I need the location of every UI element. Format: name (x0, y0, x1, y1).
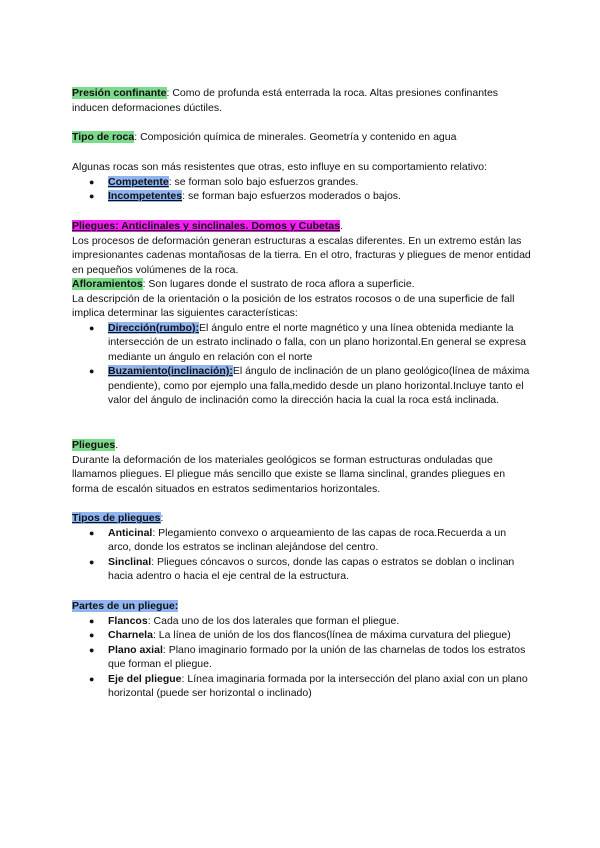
pliegues-anticlinales-heading-line (72, 219, 532, 234)
presion-term: Presión confinante (72, 87, 167, 99)
presion-text: : Como de profunda está enterrada la roca. Altas presiones confinantes inducen deformaciones dúctiles. (72, 87, 499, 114)
afloramientos-line (72, 277, 532, 292)
bullet-icon: ● (89, 615, 95, 626)
list-item-text: : Plano imaginario formado por la unión de las charnelas de todos los estratos que forman el pliegue. (108, 643, 526, 670)
list-item-text: : Línea imaginaria formada por la intersección del plano axial con un plano horizontal (puede ser horizontal o inclinado) (108, 672, 528, 699)
pliegues-heading-line (72, 438, 532, 453)
list-item-term: Flancos (108, 614, 148, 627)
list-item (72, 672, 532, 701)
bullet-icon: ● (89, 527, 95, 538)
pliegues-anticlinales-heading: Pliegues: Anticlinales y sinclinales. Domos y Cubetas (72, 220, 341, 232)
orientacion-list (72, 321, 532, 408)
pliegues-text: Durante la deformación de los materiales geológicos se forman estructuras onduladas que llamamos pliegues. El pliegue más sencillo que existe se llama sinclinal, grandes pliegues en forma de escalón situados en estratos sedimentarios horizontales. (72, 453, 506, 495)
bullet-icon: ● (89, 673, 95, 684)
list-item-term: Sinclinal (108, 555, 152, 568)
tipo-roca-term: Tipo de roca (72, 131, 135, 143)
list-item-term: Charnela (108, 629, 153, 641)
afloramientos-text: : Son lugares donde el sustrato de roca aflora a superficie. (142, 278, 415, 290)
tipo-roca-text: : Composición química de minerales. Geometría y contenido en agua (134, 131, 457, 143)
list-item-text: : se forman bajo esfuerzos moderados o bajos. (182, 190, 401, 202)
pliegues-anticlinales-text: Los procesos de deformación generan estructuras a escalas diferentes. En un extremo están las impresionantes cadenas montañosas de la tierra. En el otro, fracturas y pliegues de menor entidad en pequeños volúmenes de la roca. (72, 234, 531, 276)
bullet-icon: ● (89, 556, 95, 567)
tipos-section (72, 511, 532, 584)
tipo-roca-paragraph (72, 130, 532, 145)
list-item-term: Incompetentes (108, 190, 183, 202)
list-item-text: : Cada uno de los dos laterales que forman el pliegue. (147, 614, 400, 627)
resistencia-section (72, 160, 532, 204)
bullet-icon: ● (89, 176, 95, 187)
tipos-suffix: : (160, 512, 164, 524)
list-item (72, 175, 532, 190)
list-item-text: : se forman solo bajo esfuerzos grandes. (168, 175, 359, 188)
presion-paragraph (72, 86, 532, 115)
pliegues-anticlinales-suffix: . (340, 220, 343, 232)
partes-section (72, 599, 532, 701)
list-item (72, 643, 532, 672)
pliegues-section (72, 438, 532, 496)
list-item-term: Dirección(rumbo): (108, 321, 200, 334)
resistencia-list (72, 175, 532, 204)
list-item (72, 614, 532, 629)
resistencia-intro: Algunas rocas son más resistentes que otras, esto influye en su comportamiento relativo: (72, 161, 487, 173)
bullet-icon: ● (89, 366, 95, 376)
tipos-heading-line (72, 511, 532, 526)
list-item (72, 321, 532, 365)
tipos-list (72, 526, 532, 584)
bullet-icon: ● (89, 630, 95, 640)
list-item-term: Anticinal (108, 526, 153, 539)
bullet-icon: ● (89, 191, 95, 201)
pliegues-suffix: . (115, 439, 119, 451)
bullet-icon: ● (89, 322, 95, 333)
list-item (72, 189, 532, 204)
list-item-term: Buzamiento(inclinación): (108, 365, 233, 377)
list-item-term: Eje del pliegue (108, 672, 182, 685)
list-item (72, 364, 532, 408)
pliegues-anticlinales-section (72, 219, 532, 408)
list-item-text: : La línea de unión de los dos flancos(línea de máxima curvatura del pliegue) (152, 629, 511, 641)
partes-list (72, 614, 532, 701)
list-item-text: El ángulo entre el norte magnético y una línea obtenida mediante la intersección de un estrato inclinado o falla, con un plano horizontal.En general se expresa mediante un ángulo en relación con el norte (108, 321, 526, 363)
pliegues-heading: Pliegues (72, 439, 116, 451)
list-item-text: El ángulo de inclinación de un plano geológico(línea de máxima pendiente), como por ejemplo una falla,medido desde un plano horizontal.Incluye tanto el valor del ángulo de inclinación como la dirección hacia la cual la roca está inclinada. (108, 365, 530, 406)
partes-heading: Partes de un pliegue: (72, 600, 179, 612)
partes-heading-line (72, 599, 532, 614)
list-item-text: : Pliegues cóncavos o surcos, donde las capas o estratos se doblan o inclinan hacia adentro o hacia el eje central de la estructura. (108, 555, 515, 582)
list-item (72, 555, 532, 584)
afloramientos-description: La descripción de la orientación o la posición de los estratos rocosos o de una superficie de fall implica determinar las siguientes características: (72, 292, 515, 319)
tipos-heading: Tipos de pliegues (72, 512, 161, 524)
afloramientos-term: Afloramientos (72, 278, 143, 290)
list-item (72, 526, 532, 555)
list-item-term: Plano axial (108, 643, 163, 656)
list-item (72, 628, 532, 643)
bullet-icon: ● (89, 644, 95, 655)
list-item-term: Competente (108, 175, 169, 188)
list-item-text: : Plegamiento convexo o arqueamiento de las capas de roca.Recuerda a un arco, donde los estratos se inclinan alejándose del centro. (108, 526, 507, 553)
